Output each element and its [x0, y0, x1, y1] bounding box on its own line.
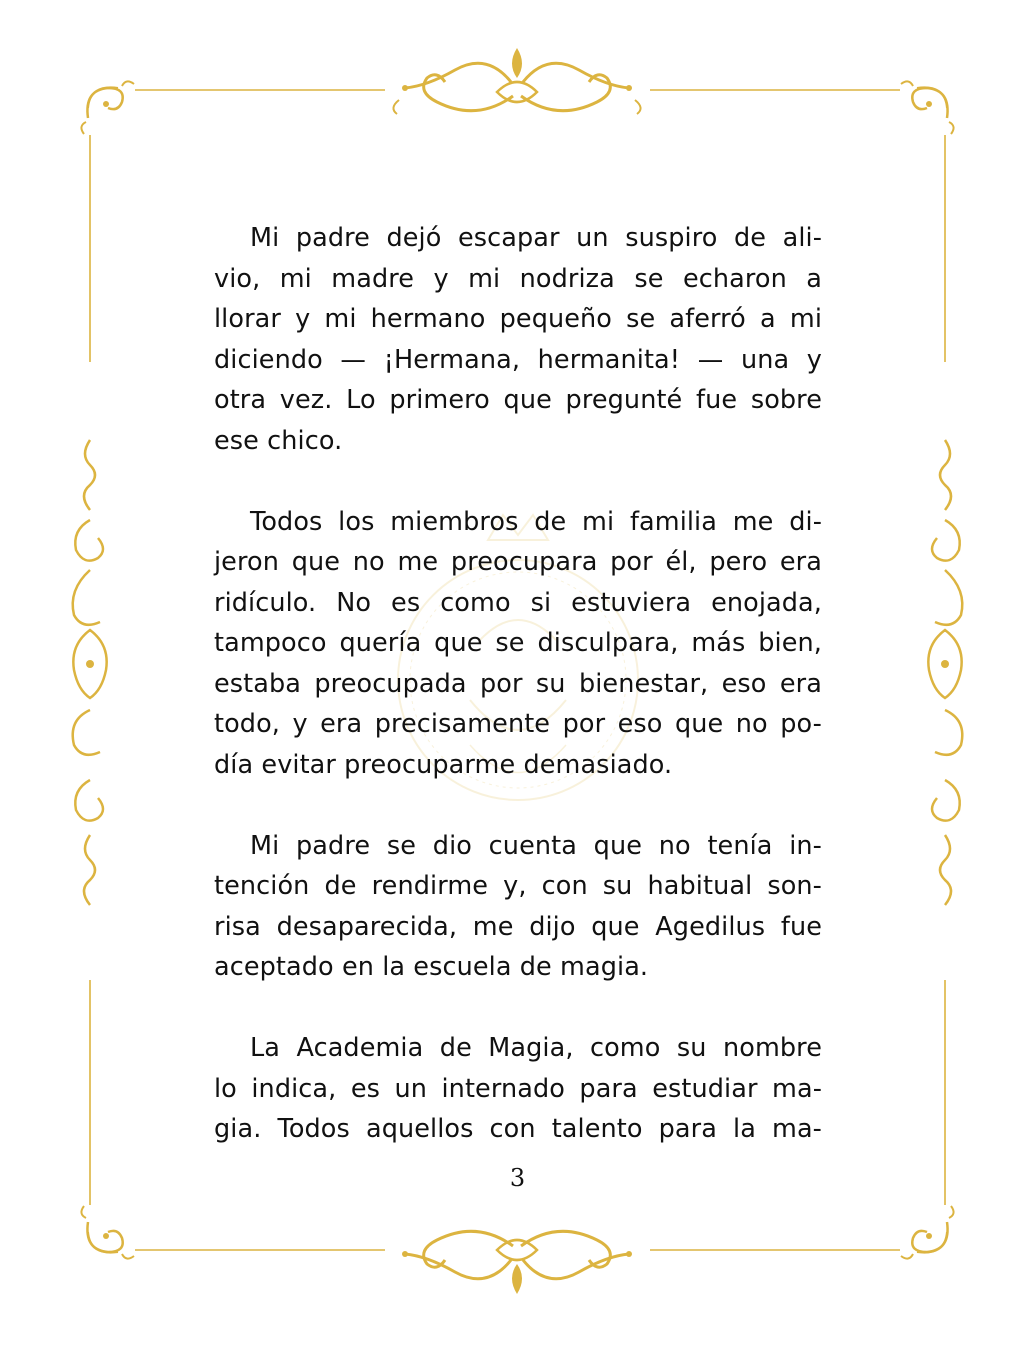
- flourish-center-icon: [393, 48, 640, 114]
- filigree-corner-icon: [901, 1206, 954, 1259]
- filigree-corner-icon: [81, 81, 134, 134]
- filigree-corner-icon: [901, 81, 954, 134]
- text-line: ese chico.: [214, 425, 343, 456]
- text-line: tención de rendirme y, con su habitual son-: [214, 871, 822, 901]
- text-line: lo indica, es un internado para estudiar ma-: [214, 1073, 822, 1104]
- flourish-center-icon: [402, 1231, 632, 1294]
- body-text: [214, 218, 822, 1190]
- text-line: Mi padre se dio cuenta que no tenía in-: [250, 830, 822, 861]
- text-line: risa desaparecida, me dijo que Agedilus fue: [214, 911, 822, 942]
- text-line: vio, mi madre y mi nodriza se echaron a: [214, 263, 822, 294]
- text-line: Mi padre dejó escapar un suspiro de ali-: [250, 223, 822, 253]
- paragraph: [214, 502, 822, 786]
- text-line: otra vez. Lo primero que pregunté fue sobre: [214, 385, 822, 415]
- text-line: gia. Todos aquellos con talento para la ma-: [214, 1114, 822, 1144]
- filigree-corner-icon: [81, 1206, 134, 1259]
- page-number: 3: [509, 1164, 526, 1192]
- text-line: todo, y era precisamente por eso que no po-: [214, 709, 822, 739]
- text-line: día evitar preocuparme demasiado.: [214, 749, 673, 780]
- paragraph: [214, 218, 822, 461]
- paragraph: [214, 1028, 822, 1150]
- text-line: jeron que no me preocupara por él, pero era: [214, 547, 822, 577]
- text-line: llorar y mi hermano pequeño se aferró a mi: [214, 304, 822, 334]
- text-line: diciendo — ¡Hermana, hermanita! — una y: [214, 344, 822, 375]
- scroll-side-icon: [928, 440, 962, 905]
- text-line: tampoco quería que se disculpara, más bien,: [214, 628, 822, 658]
- text-line: estaba preocupada por su bienestar, eso era: [214, 668, 822, 699]
- paragraph: [214, 826, 822, 988]
- text-line: La Academia de Magia, como su nombre: [250, 1033, 822, 1063]
- text-line: Todos los miembros de mi familia me di-: [250, 506, 822, 537]
- scroll-side-icon: [73, 440, 107, 905]
- text-line: ridículo. No es como si estuviera enojada,: [214, 587, 822, 618]
- text-line: aceptado en la escuela de magia.: [214, 952, 649, 982]
